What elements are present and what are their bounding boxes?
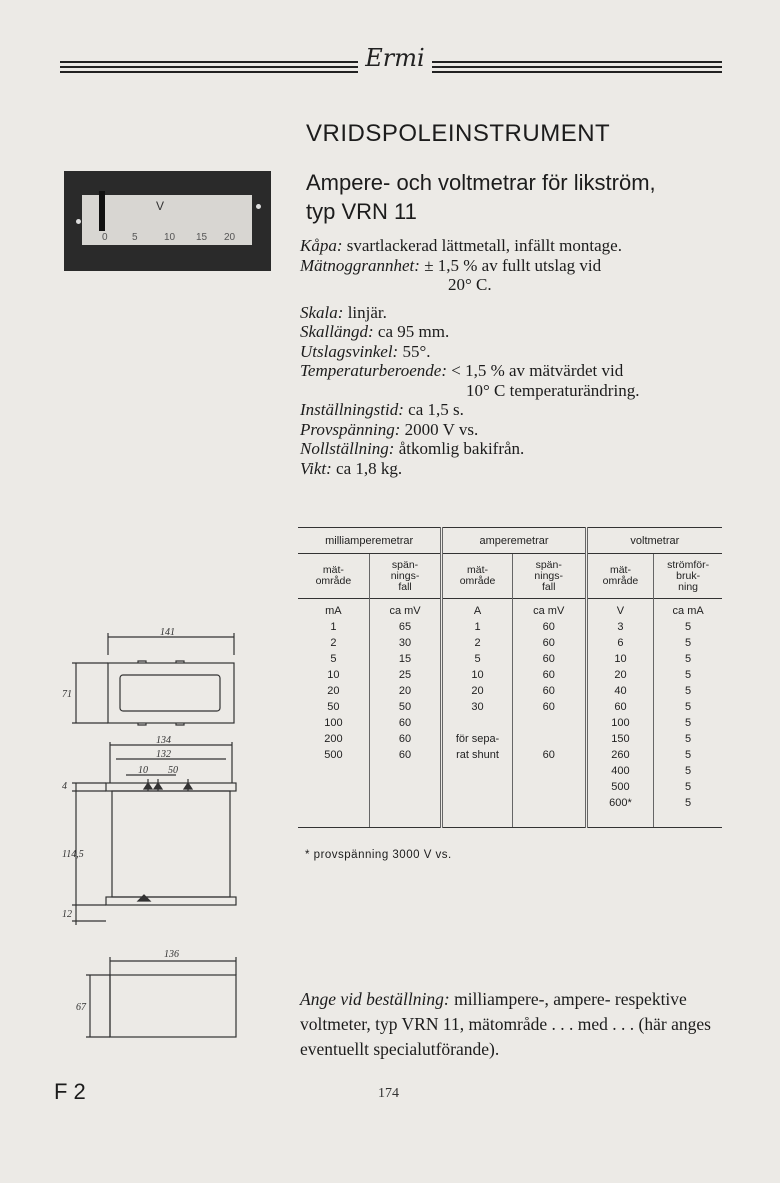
table-cell: för sepa-	[442, 731, 512, 747]
dim-label: 12	[62, 909, 72, 920]
page-number: 174	[378, 1086, 399, 1101]
order-label: Ange vid beställning:	[300, 989, 450, 1009]
spec-table	[298, 527, 722, 828]
unit-cell: ca mA	[654, 599, 722, 620]
group-header-milliamperemetrar: milliamperemetrar	[298, 528, 442, 554]
instrument-screw-left	[76, 219, 81, 224]
table-cell: 5	[654, 795, 722, 811]
dim-label: 50	[168, 765, 178, 776]
table-cell: 5	[654, 699, 722, 715]
spec-list	[300, 236, 760, 478]
table-cell: 6	[586, 635, 654, 651]
table-cell: 60	[512, 747, 586, 763]
table-cell: 5	[654, 651, 722, 667]
table-row	[298, 651, 722, 667]
table-cell: 10	[442, 667, 512, 683]
table-cell: 5	[654, 763, 722, 779]
page-subtitle	[306, 168, 656, 226]
table-cell	[654, 811, 722, 828]
dim-label: 114,5	[62, 849, 84, 860]
table-cell: 10	[327, 669, 340, 681]
header-rule-left-1	[60, 61, 358, 63]
table-cell	[586, 811, 654, 828]
table-cell: 2	[442, 635, 512, 651]
dim-label: 132	[156, 749, 171, 760]
table-cell	[369, 795, 442, 811]
dim-label: 141	[160, 627, 175, 638]
table-cell: 60	[512, 683, 586, 699]
table-row	[298, 779, 722, 795]
table-cell: 20	[327, 685, 340, 697]
table-cell: 5	[654, 747, 722, 763]
table-cell: 100	[586, 715, 654, 731]
table-cell	[369, 763, 442, 779]
order-note	[300, 987, 730, 1062]
column-header: mät- område	[315, 564, 352, 587]
dial-tick-label: 0	[102, 232, 108, 243]
table-cell: 10	[586, 651, 654, 667]
spec-line: Skallängd: ca 95 mm.	[300, 322, 450, 341]
table-cell: 150	[586, 731, 654, 747]
table-cell: 65	[369, 619, 442, 635]
table-cell: 500	[586, 779, 654, 795]
dim-label: 67	[76, 1002, 86, 1013]
table-cell: 5	[654, 731, 722, 747]
table-cell	[369, 779, 442, 795]
table-cell: 30	[369, 635, 442, 651]
table-cell: 5	[654, 779, 722, 795]
table-row	[298, 747, 722, 763]
table-cell: 260	[586, 747, 654, 763]
table-row	[298, 715, 722, 731]
section-code: F 2	[54, 1079, 86, 1104]
table-cell	[512, 795, 586, 811]
instrument-unit-label: V	[156, 199, 165, 213]
table-cell	[512, 811, 586, 828]
instrument-screw-right	[256, 204, 261, 209]
header-rule-right-2	[432, 66, 722, 68]
table-cell: 1	[330, 621, 337, 633]
table-cell	[442, 811, 512, 828]
group-header-voltmetrar: voltmetrar	[586, 528, 722, 554]
table-row	[298, 667, 722, 683]
spec-line: Inställningstid: ca 1,5 s.	[300, 400, 464, 419]
dial-tick-label: 20	[224, 232, 236, 243]
table-cell: 5	[654, 635, 722, 651]
table-row	[298, 763, 722, 779]
table-cell: 600*	[586, 795, 654, 811]
dial-tick-label: 10	[164, 232, 176, 243]
table-cell	[442, 795, 512, 811]
instrument-photo	[64, 171, 271, 271]
table-cell: 60	[512, 619, 586, 635]
order-text: milliampere-, ampere- respektive voltmeter, typ VRN 11, mätområde . . . med . . . (här anges eventuellt specialutförande).	[300, 989, 711, 1059]
unit-cell: V	[586, 599, 654, 620]
subtitle-line-2: typ VRN 11	[306, 199, 417, 224]
table-cell: 20	[369, 683, 442, 699]
table-cell: 60	[369, 747, 442, 763]
header-rule-right-1	[432, 61, 722, 63]
unit-cell: ca mV	[369, 599, 442, 620]
column-header: spän- nings- fall	[512, 554, 586, 599]
table-row	[298, 635, 722, 651]
spec-line: Nollställning: åtkomlig bakifrån.	[300, 439, 525, 458]
table-cell: 5	[330, 653, 337, 665]
unit-cell: mA	[298, 599, 369, 620]
table-cell: 20	[442, 683, 512, 699]
table-cell: 30	[442, 699, 512, 715]
table-cell	[298, 795, 369, 811]
table-cell: 500	[324, 749, 343, 761]
subtitle-line-1: Ampere- och voltmetrar för likström,	[306, 170, 656, 195]
table-cell: 60	[512, 667, 586, 683]
spec-line: 10° C temperaturändring.	[466, 380, 640, 400]
spec-line: Utslagsvinkel: 55°.	[300, 341, 431, 361]
spec-line: Provspänning: 2000 V vs.	[300, 419, 479, 439]
header-rule-right-3	[432, 71, 722, 73]
unit-cell: ca mV	[512, 599, 586, 620]
table-cell	[512, 715, 586, 731]
table-cell: 60	[512, 651, 586, 667]
dim-label: 71	[62, 689, 72, 700]
table-cell: 5	[654, 715, 722, 731]
units-row	[298, 599, 722, 620]
spec-line: Vikt: ca 1,8 kg.	[300, 458, 403, 478]
table-cell: 50	[327, 701, 340, 713]
column-header: spän- nings- fall	[369, 554, 442, 599]
table-cell	[298, 779, 369, 795]
table-cell: 15	[369, 651, 442, 667]
table-row	[298, 683, 722, 699]
table-cell: 1	[442, 619, 512, 635]
table-cell: 5	[654, 619, 722, 635]
column-header: strömför- bruk- ning	[654, 554, 722, 599]
table-cell: 400	[586, 763, 654, 779]
table-cell: 60	[369, 715, 442, 731]
dim-label: 10	[138, 765, 148, 776]
table-cell	[298, 763, 369, 779]
dimension-drawing	[60, 625, 260, 1055]
dim-label: 136	[164, 949, 179, 960]
table-cell: 200	[324, 733, 343, 745]
table-row	[298, 811, 722, 828]
table-cell: 60	[512, 699, 586, 715]
table-cell	[512, 731, 586, 747]
table-cell: 5	[654, 683, 722, 699]
unit-cell: A	[442, 599, 512, 620]
table-cell	[442, 763, 512, 779]
group-header-amperemetrar: amperemetrar	[442, 528, 586, 554]
table-cell: 5	[654, 667, 722, 683]
table-cell	[512, 763, 586, 779]
table-footnote: * provspänning 3000 V vs.	[305, 849, 452, 861]
table-cell: rat shunt	[442, 747, 512, 763]
table-cell: 60	[512, 635, 586, 651]
table-row	[298, 731, 722, 747]
table-cell: 100	[324, 717, 343, 729]
dial-tick-label: 5	[132, 232, 138, 243]
header-rule-left-3	[60, 71, 358, 73]
table-cell: 40	[586, 683, 654, 699]
spec-line: 20° C.	[448, 275, 492, 294]
table-cell: 20	[586, 667, 654, 683]
table-cell: 60	[369, 731, 442, 747]
dim-label: 134	[156, 735, 171, 746]
dim-label: 4	[62, 781, 67, 792]
table-row	[298, 619, 722, 635]
spec-line: Temperaturberoende: < 1,5 % av mätvärdet vid	[300, 361, 624, 380]
table-cell	[442, 715, 512, 731]
spec-line: Kåpa: svartlackerad lättmetall, infällt montage.	[300, 236, 622, 255]
page-title: VRIDSPOLEINSTRUMENT	[306, 120, 611, 147]
instrument-needle	[99, 191, 105, 231]
table-cell: 5	[442, 651, 512, 667]
brand-logo: Ermi	[365, 44, 425, 72]
table-cell	[512, 779, 586, 795]
table-cell	[298, 811, 369, 828]
header-rule-left-2	[60, 66, 358, 68]
table-cell	[369, 811, 442, 828]
dial-tick-label: 15	[196, 232, 208, 243]
table-row	[298, 699, 722, 715]
table-row	[298, 795, 722, 811]
table-cell: 2	[330, 637, 337, 649]
table-cell: 3	[586, 619, 654, 635]
table-cell	[442, 779, 512, 795]
column-header: mät- område	[442, 554, 512, 599]
spec-line: Skala: linjär.	[300, 302, 387, 322]
table-cell: 25	[369, 667, 442, 683]
table-cell: 60	[586, 699, 654, 715]
spec-line: Mätnoggrannhet: ± 1,5 % av fullt utslag vid	[300, 255, 602, 275]
column-header: mät- område	[586, 554, 654, 599]
table-cell: 50	[369, 699, 442, 715]
